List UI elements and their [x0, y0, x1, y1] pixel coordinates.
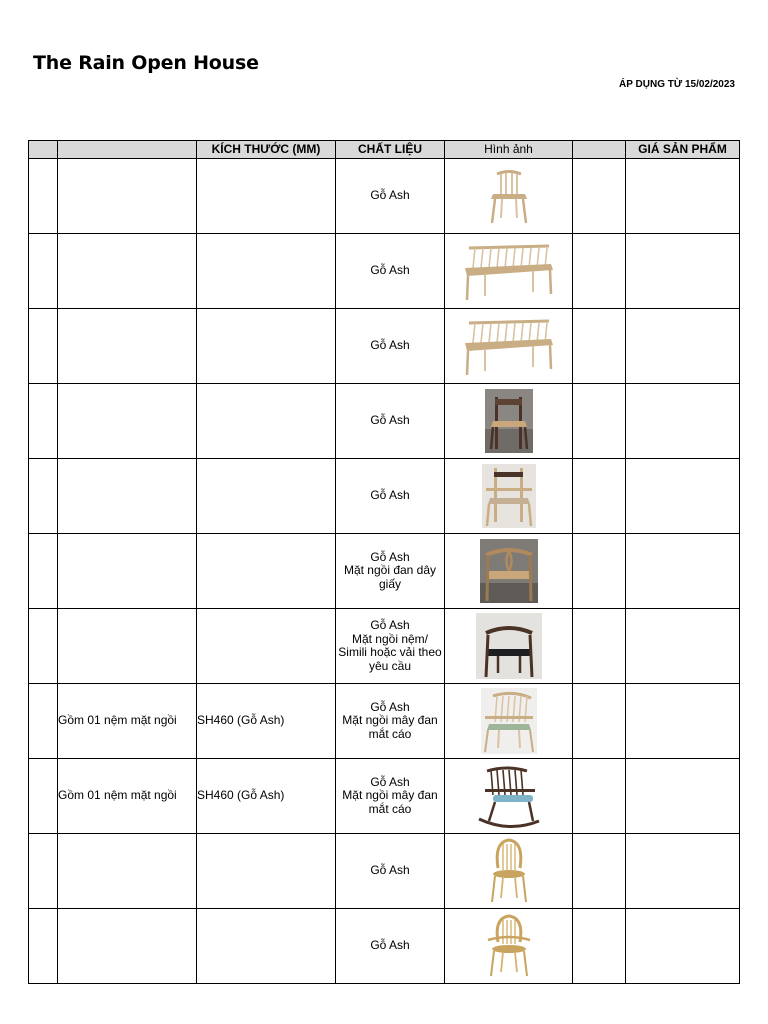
- column-header-material: CHẤT LIỆU: [336, 141, 445, 159]
- armchair-ash-image: [482, 464, 536, 528]
- price-cell: [626, 234, 740, 309]
- image-cell: [445, 684, 573, 759]
- material-cell: [336, 684, 445, 759]
- material-cell: [336, 234, 445, 309]
- rattan-armchair-image: [481, 688, 537, 754]
- table-row: [29, 684, 740, 759]
- description-cell: [58, 534, 197, 609]
- table-row: [29, 534, 740, 609]
- description-cell: [58, 309, 197, 384]
- description-cell: [58, 234, 197, 309]
- description-cell: [58, 834, 197, 909]
- column-header-image: Hình ảnh: [445, 141, 573, 159]
- image-cell: [445, 909, 573, 984]
- material-line: Gỗ Ash: [370, 699, 410, 714]
- blank-cell: [573, 309, 626, 384]
- description-cell: [58, 909, 197, 984]
- table-row: [29, 834, 740, 909]
- index-cell: [29, 834, 58, 909]
- index-cell: [29, 759, 58, 834]
- blank-cell: [573, 234, 626, 309]
- material-cell: [336, 834, 445, 909]
- material-cell: [336, 759, 445, 834]
- description-cell: [58, 159, 197, 234]
- material-line: Gỗ Ash: [370, 938, 410, 953]
- material-line: Gỗ Ash: [370, 338, 410, 353]
- index-cell: [29, 159, 58, 234]
- chair-spindle-back-ash-image: [487, 166, 531, 226]
- image-cell: [445, 759, 573, 834]
- price-cell: [626, 384, 740, 459]
- blank-cell: [573, 384, 626, 459]
- size-cell: [197, 309, 336, 384]
- material-cell: [336, 609, 445, 684]
- material-line: Gỗ Ash: [370, 549, 410, 564]
- image-cell: [445, 609, 573, 684]
- table-row: [29, 459, 740, 534]
- column-header-description: [58, 141, 197, 159]
- size-cell: [197, 609, 336, 684]
- material-line: yêu cầu: [368, 658, 412, 673]
- material-cell: [336, 534, 445, 609]
- column-header-price: GIÁ SẢN PHẨM: [626, 141, 740, 159]
- index-cell: [29, 909, 58, 984]
- size-cell: [197, 159, 336, 234]
- price-cell: [626, 684, 740, 759]
- table-header-row: [29, 141, 740, 159]
- size-cell: SH460 (Gỗ Ash): [197, 759, 336, 834]
- document-title: The Rain Open House: [33, 52, 259, 74]
- material-line: Gỗ Ash: [370, 488, 410, 503]
- material-cell: [336, 309, 445, 384]
- material-line: Gỗ Ash: [370, 774, 410, 789]
- material-line: Gỗ Ash: [370, 863, 410, 878]
- blank-cell: [573, 834, 626, 909]
- material-line: Mặt ngồi đan dây: [343, 563, 437, 578]
- column-header-blank: [573, 141, 626, 159]
- image-cell: [445, 459, 573, 534]
- material-cell: [336, 459, 445, 534]
- table-row: [29, 159, 740, 234]
- size-cell: [197, 234, 336, 309]
- index-cell: [29, 684, 58, 759]
- price-table: [28, 140, 740, 984]
- description-cell: [58, 459, 197, 534]
- blank-cell: [573, 534, 626, 609]
- price-cell: [626, 534, 740, 609]
- index-cell: [29, 234, 58, 309]
- blank-cell: [573, 909, 626, 984]
- upholstered-chair-walnut-image: [476, 613, 542, 679]
- column-header-size: KÍCH THƯỚC (MM): [197, 141, 336, 159]
- image-cell: [445, 234, 573, 309]
- material-line: Gỗ Ash: [370, 413, 410, 428]
- size-cell: [197, 909, 336, 984]
- table-row: [29, 234, 740, 309]
- windsor-armchair-image: [485, 914, 533, 978]
- blank-cell: [573, 459, 626, 534]
- table-row: [29, 384, 740, 459]
- size-cell: [197, 834, 336, 909]
- image-cell: [445, 159, 573, 234]
- size-cell: [197, 384, 336, 459]
- table-row: [29, 309, 740, 384]
- index-cell: [29, 534, 58, 609]
- material-cell: [336, 909, 445, 984]
- price-cell: [626, 459, 740, 534]
- price-cell: [626, 159, 740, 234]
- blank-cell: [573, 684, 626, 759]
- material-cell: [336, 159, 445, 234]
- image-cell: [445, 384, 573, 459]
- blank-cell: [573, 159, 626, 234]
- price-cell: [626, 909, 740, 984]
- price-cell: [626, 759, 740, 834]
- blank-cell: [573, 609, 626, 684]
- index-cell: [29, 609, 58, 684]
- material-line: Mặt ngồi mây đan: [342, 713, 438, 728]
- description-cell: [58, 384, 197, 459]
- image-cell: [445, 534, 573, 609]
- windsor-chair-image: [488, 838, 530, 904]
- material-line: Mặt ngồi mây đan: [342, 788, 438, 803]
- effective-date: ÁP DỤNG TỪ 15/02/2023: [619, 79, 735, 90]
- table-row: [29, 759, 740, 834]
- rocking-chair-image: [477, 763, 541, 829]
- image-cell: [445, 834, 573, 909]
- description-cell: Gồm 01 nệm mặt ngồi: [58, 684, 197, 759]
- table-row: [29, 909, 740, 984]
- index-cell: [29, 309, 58, 384]
- blank-cell: [573, 759, 626, 834]
- wishbone-chair-image: [480, 539, 538, 603]
- material-line: Simili hoặc vải theo: [338, 645, 442, 659]
- index-cell: [29, 384, 58, 459]
- material-cell: [336, 384, 445, 459]
- price-cell: [626, 309, 740, 384]
- chair-woven-seat-dark-image: [485, 389, 533, 453]
- price-cell: [626, 834, 740, 909]
- material-line: Gỗ Ash: [370, 618, 410, 632]
- material-line: mắt cáo: [368, 801, 412, 816]
- material-line: Gỗ Ash: [370, 263, 410, 278]
- column-header-index: [29, 141, 58, 159]
- description-cell: [58, 609, 197, 684]
- table-row: [29, 609, 740, 684]
- price-cell: [626, 609, 740, 684]
- material-line: mắt cáo: [368, 726, 412, 741]
- bench-spindle-back-ash-image: [463, 315, 555, 377]
- material-line: Mặt ngồi nệm/: [351, 631, 429, 646]
- image-cell: [445, 309, 573, 384]
- description-cell: Gồm 01 nệm mặt ngồi: [58, 759, 197, 834]
- size-cell: [197, 459, 336, 534]
- index-cell: [29, 459, 58, 534]
- material-line: giấy: [378, 576, 401, 591]
- bench-spindle-back-ash-image: [463, 240, 555, 302]
- size-cell: [197, 534, 336, 609]
- size-cell: SH460 (Gỗ Ash): [197, 684, 336, 759]
- material-line: Gỗ Ash: [370, 188, 410, 203]
